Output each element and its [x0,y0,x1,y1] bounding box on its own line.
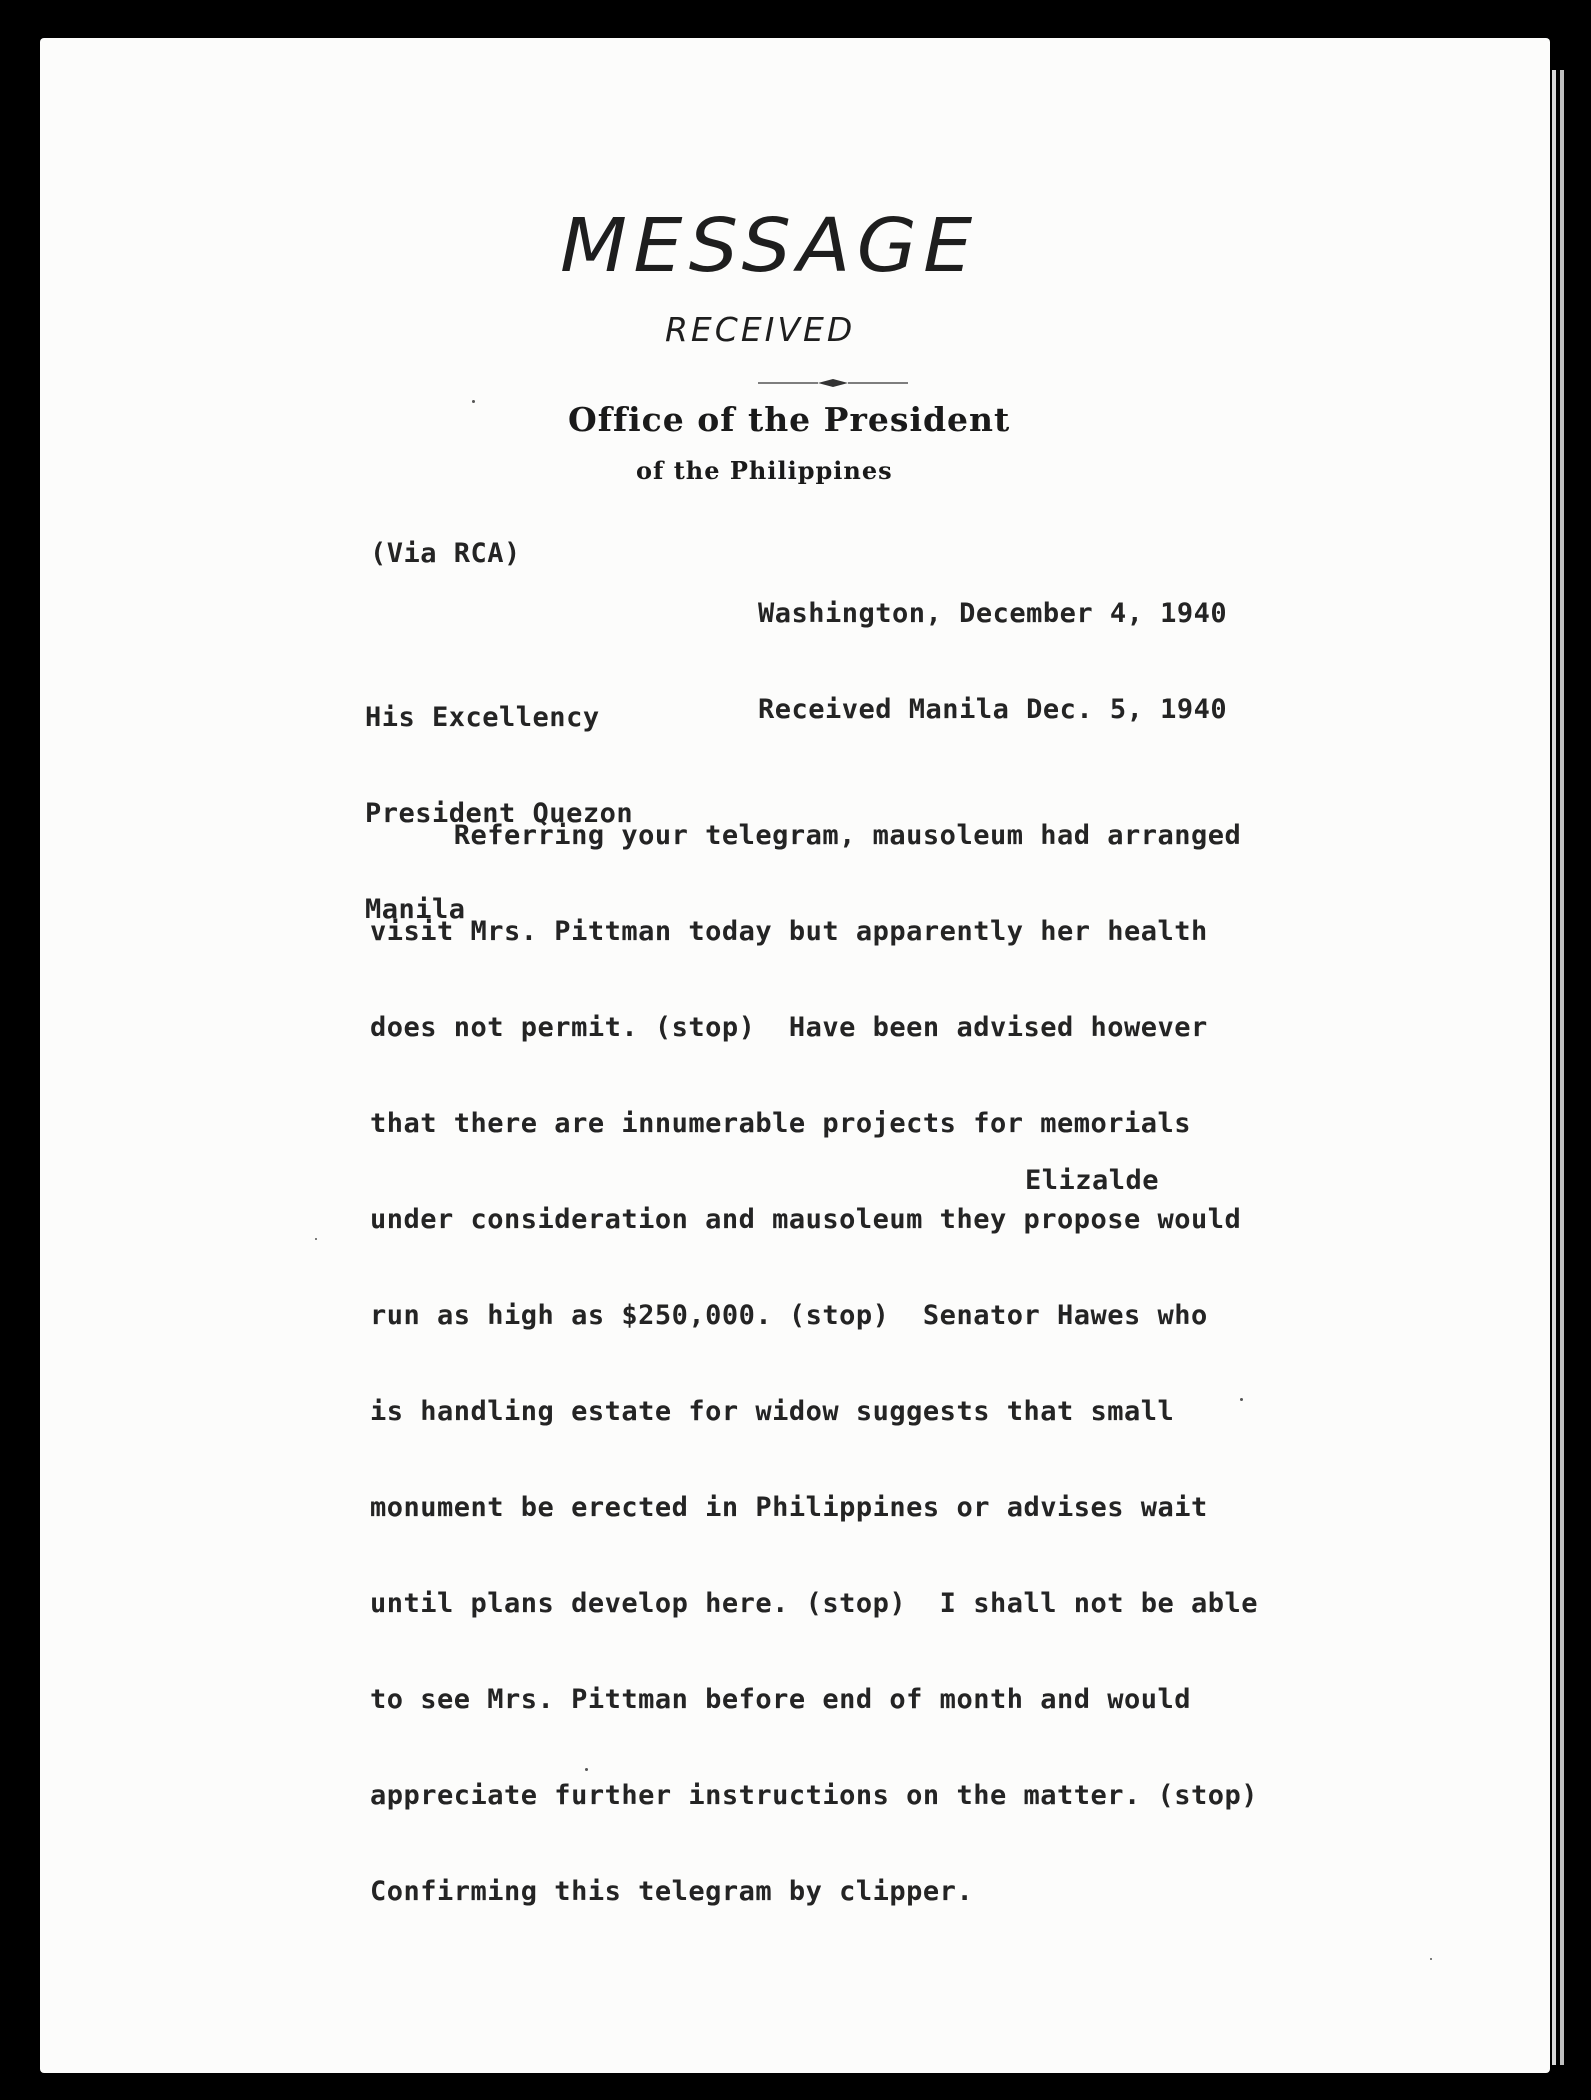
signature: Elizalde [1025,1165,1160,1196]
body-line: visit Mrs. Pittman today but apparently her health [370,916,1208,947]
message-body [370,756,1258,1972]
telegram-page [40,38,1550,2073]
office-sub: of the Philippines [636,456,893,485]
body-line: until plans develop here. (stop) I shall not be able [370,1588,1259,1619]
ornament-divider-icon [758,378,908,388]
dateline [758,534,1227,790]
body-line: Referring your telegram, mausoleum had arranged [370,820,1242,851]
paper-stack-edge [1552,70,1556,2065]
letterhead-title: MESSAGE [560,203,979,289]
dateline-sent: Washington, December 4, 1940 [758,598,1228,629]
paper-speck [472,400,475,403]
body-line: Confirming this telegram by clipper. [370,1876,974,1907]
body-line: to see Mrs. Pittman before end of month and would [370,1684,1192,1715]
paper-stack-edge [1560,70,1564,2065]
body-line: is handling estate for widow suggests that small [370,1396,1175,1427]
body-line: that there are innumerable projects for memorials [370,1108,1192,1139]
body-line: monument be erected in Philippines or advises wait [370,1492,1208,1523]
letterhead-subtitle: RECEIVED [665,310,856,349]
addressee-line: Manila [365,894,466,925]
office-name: Office of the President [568,400,1011,439]
addressee-line: His Excellency [365,702,600,733]
addressee-line: President Quezon [365,798,634,829]
paper-speck [1430,1958,1432,1960]
dateline-received: Received Manila Dec. 5, 1940 [758,694,1228,725]
body-line: run as high as $250,000. (stop) Senator Hawes who [370,1300,1208,1331]
paper-speck [1240,1398,1243,1401]
paper-speck [585,1768,588,1771]
body-line: does not permit. (stop) Have been advised however [370,1012,1208,1043]
via-line: (Via RCA) [370,538,521,569]
paper-speck [315,1238,317,1240]
body-line: under consideration and mausoleum they propose would [370,1204,1242,1235]
body-line: appreciate further instructions on the matter. (stop) [370,1780,1259,1811]
